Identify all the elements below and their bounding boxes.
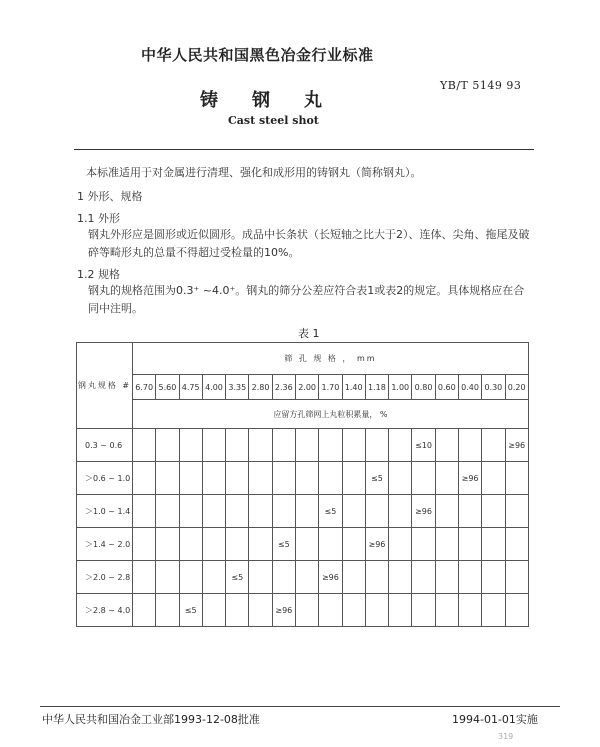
value-cell [295,528,318,561]
table-caption: 表 1 [298,327,320,340]
table-row [77,429,529,462]
value-cell [295,594,318,627]
value-cell: ≥96 [365,528,388,561]
value-cell [505,462,528,495]
sieve-size-cell: 0.60 [435,375,458,400]
value-cell [226,462,249,495]
value-cell [133,462,156,495]
value-cell [133,594,156,627]
sieve-size-cell: 0.20 [505,375,528,400]
value-cell: ≤10 [412,429,435,462]
value-cell [458,594,481,627]
value-cell [249,594,272,627]
section-1-1-text: 钢丸外形应是圆形或近似圆形。成品中长条状（长短轴之比大于2）、连体、尖角、拖尾及破碎等畸形丸的总量不得超过受检量的10%。 [88,228,530,259]
value-cell: ≤5 [365,462,388,495]
value-cell [133,429,156,462]
value-cell [133,495,156,528]
header-divider [74,149,534,150]
value-cell [342,594,365,627]
value-cell [226,429,249,462]
sieve-size-cell: 1.00 [389,375,412,400]
sieve-size-cell: 1.40 [342,375,365,400]
value-cell [482,429,505,462]
spec-cell: ＞1.0 ~ 1.4 [77,495,133,528]
value-cell: ≥96 [319,561,342,594]
value-cell [249,561,272,594]
value-cell [435,561,458,594]
value-cell: ≤5 [319,495,342,528]
section-1-heading: 1 外形、规格 [77,190,143,203]
section-1-1-heading: 1.1 外形 [77,212,120,225]
spec-cell: ＞0.6 ~ 1.0 [77,462,133,495]
value-cell [412,528,435,561]
value-cell [156,561,179,594]
value-cell [202,594,225,627]
value-cell [505,528,528,561]
value-cell [272,429,295,462]
value-cell: ≥96 [272,594,295,627]
value-cell [458,495,481,528]
sieve-size-header: 筛 孔 规 格 ， mm [133,343,529,375]
sieve-size-cell: 2.36 [272,375,295,400]
value-cell [389,594,412,627]
value-cell [133,528,156,561]
value-cell [482,594,505,627]
value-cell [389,528,412,561]
sieve-size-cell: 5.60 [156,375,179,400]
value-cell [389,462,412,495]
value-cell [295,561,318,594]
standard-code: YB/T 5149 93 [440,79,522,92]
sieve-table [76,342,529,627]
standard-header: 中华人民共和国黑色冶金行业标准 [141,46,374,64]
table-row [77,561,529,594]
value-cell [249,429,272,462]
spec-cell: ＞1.4 ~ 2.0 [77,528,133,561]
value-cell [249,462,272,495]
value-cell [365,594,388,627]
value-cell [319,429,342,462]
value-cell [505,495,528,528]
spec-column-header: 钢丸规格 # [77,343,133,429]
value-cell [365,495,388,528]
sieve-size-cell: 4.00 [202,375,225,400]
value-cell [505,594,528,627]
value-cell [226,528,249,561]
value-cell [295,462,318,495]
english-title: Cast steel shot [228,114,319,127]
value-cell [156,429,179,462]
value-cell [202,462,225,495]
value-cell [272,462,295,495]
sieve-size-cell: 1.70 [319,375,342,400]
approval-date: 中华人民共和国冶金工业部1993-12-08批准 [42,713,260,726]
value-cell [435,594,458,627]
sieve-size-cell: 0.80 [412,375,435,400]
value-cell [202,495,225,528]
value-cell [202,528,225,561]
value-cell [342,429,365,462]
value-cell [458,429,481,462]
value-cell [179,561,202,594]
spec-cell: ＞2.0 ~ 2.8 [77,561,133,594]
value-cell [458,528,481,561]
value-cell: ≥96 [458,462,481,495]
value-cell [435,495,458,528]
sieve-size-cell: 6.70 [133,375,156,400]
table-row [77,462,529,495]
sieve-size-cell: 2.80 [249,375,272,400]
value-cell: ≥96 [505,429,528,462]
value-cell [179,429,202,462]
section-1-2-text: 钢丸的规格范围为0.3⁺ ~4.0⁺。钢丸的筛分公差应符合表1或表2的规定。具体规格应在合同中注明。 [88,284,525,315]
value-cell [342,528,365,561]
sieve-size-cell: 0.30 [482,375,505,400]
value-cell [226,495,249,528]
value-cell [482,495,505,528]
value-cell [389,561,412,594]
value-cell: ≤5 [226,561,249,594]
sieve-size-cell: 4.75 [179,375,202,400]
sieve-size-cell: 0.40 [458,375,481,400]
effective-date: 1994-01-01实施 [452,713,538,726]
footer-divider [40,706,560,707]
value-cell [156,528,179,561]
value-cell [482,528,505,561]
page-number: 319 [498,732,514,741]
value-cell: ≤5 [179,594,202,627]
value-cell [482,462,505,495]
value-cell: ≥96 [412,495,435,528]
value-cell [389,495,412,528]
value-cell [156,462,179,495]
value-cell [389,429,412,462]
value-cell [202,429,225,462]
table-row [77,495,529,528]
value-cell [295,495,318,528]
spec-cell: 0.3 ~ 0.6 [77,429,133,462]
value-cell [482,561,505,594]
value-cell [342,495,365,528]
value-cell [226,594,249,627]
intro-paragraph: 本标准适用于对金属进行清理、强化和成形用的铸钢丸（简称钢丸）。 [86,166,422,179]
sieve-size-cell: 1.18 [365,375,388,400]
value-cell [435,429,458,462]
value-cell [365,429,388,462]
table-row [77,528,529,561]
value-cell [319,528,342,561]
value-cell [319,462,342,495]
section-1-2-heading: 1.2 规格 [77,268,120,281]
value-cell [365,561,388,594]
sieve-size-cell: 2.00 [295,375,318,400]
value-cell [435,462,458,495]
value-cell [435,528,458,561]
value-cell [179,528,202,561]
value-cell [319,594,342,627]
table-body [77,429,529,627]
value-cell [249,495,272,528]
retain-header: 应留方孔筛网上丸粒积累量， % [133,400,529,429]
value-cell [342,561,365,594]
value-cell [412,594,435,627]
value-cell [295,429,318,462]
value-cell [272,495,295,528]
value-cell [458,561,481,594]
value-cell [179,462,202,495]
value-cell [133,561,156,594]
value-cell [412,462,435,495]
value-cell [156,594,179,627]
sieve-size-cell: 3.35 [226,375,249,400]
value-cell [202,561,225,594]
spec-cell: ＞2.8 ~ 4.0 [77,594,133,627]
value-cell [249,528,272,561]
value-cell [505,561,528,594]
value-cell [179,495,202,528]
value-cell [412,561,435,594]
value-cell [156,495,179,528]
value-cell: ≤5 [272,528,295,561]
sieve-size-row [77,375,529,400]
value-cell [272,561,295,594]
table-row [77,594,529,627]
value-cell [342,462,365,495]
document-title: 铸钢丸 [200,90,356,111]
